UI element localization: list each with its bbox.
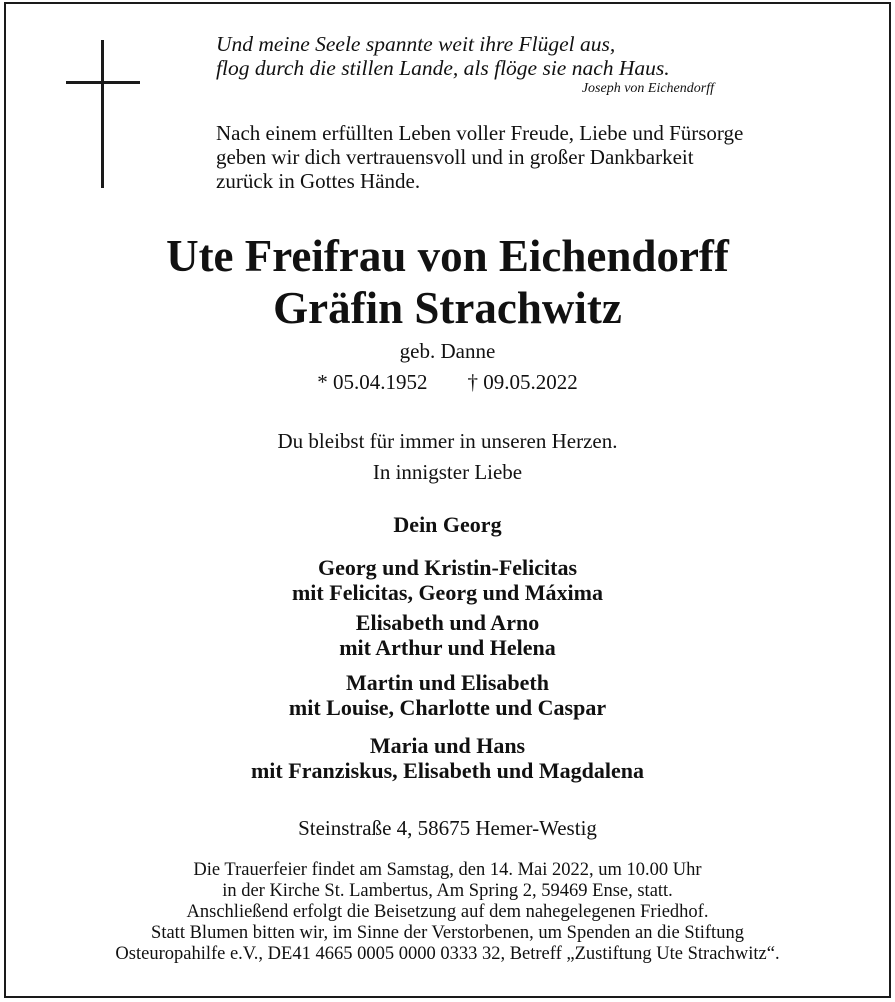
cross-vertical-bar bbox=[101, 40, 104, 188]
family-line: Martin und Elisabeth bbox=[346, 670, 549, 695]
partner-signature: Dein Georg bbox=[393, 512, 502, 537]
intro-line: zurück in Gottes Hände. bbox=[216, 169, 421, 193]
intro-line: Nach einem erfüllten Leben voller Freude, Liebe und Fürsorge bbox=[216, 121, 744, 145]
family-line: Maria und Hans bbox=[369, 733, 526, 758]
cross-icon bbox=[66, 40, 140, 188]
poem-line: flog durch die stillen Lande, als flöge sie nach Haus. bbox=[216, 56, 670, 80]
donation-line: Statt Blumen bitten wir, im Sinne der Verstorbenen, um Spenden an die Stiftung bbox=[151, 923, 744, 943]
funeral-line: in der Kirche St. Lambertus, Am Spring 2, 59469 Ense, statt. bbox=[222, 881, 673, 901]
family-line: mit Franziskus, Elisabeth und Magdalena bbox=[250, 758, 644, 783]
life-dates bbox=[6, 370, 889, 394]
poem-line: Und meine Seele spannte weit ihre Flügel aus, bbox=[216, 32, 616, 56]
message-line: Du bleibst für immer in unseren Herzen. bbox=[277, 429, 618, 453]
intro-text bbox=[216, 121, 836, 193]
family-group bbox=[6, 610, 889, 660]
death-date: † 09.05.2022 bbox=[467, 370, 578, 394]
birth-date: * 05.04.1952 bbox=[317, 370, 428, 394]
deceased-name bbox=[6, 230, 889, 334]
name-line: Ute Freifrau von Eichendorff bbox=[166, 231, 729, 281]
family-line: Elisabeth und Arno bbox=[355, 610, 540, 635]
message-line: In innigster Liebe bbox=[372, 460, 523, 484]
intro-line: geben wir dich vertrauensvoll und in großer Dankbarkeit bbox=[216, 145, 694, 169]
obituary-notice bbox=[4, 2, 891, 998]
birth-name: geb. Danne bbox=[399, 339, 496, 363]
family-line: mit Louise, Charlotte und Caspar bbox=[288, 695, 607, 720]
family-line: mit Felicitas, Georg und Máxima bbox=[291, 580, 603, 605]
funeral-line: Anschließend erfolgt die Beisetzung auf dem nahegelegenen Friedhof. bbox=[186, 902, 709, 922]
address: Steinstraße 4, 58675 Hemer-Westig bbox=[298, 816, 597, 840]
family-group bbox=[6, 670, 889, 720]
funeral-details bbox=[6, 860, 889, 965]
family-line: mit Arthur und Helena bbox=[339, 635, 556, 660]
poem-quote bbox=[216, 32, 716, 80]
family-line: Georg und Kristin-Felicitas bbox=[317, 555, 578, 580]
name-line: Gräfin Strachwitz bbox=[273, 283, 622, 333]
family-group bbox=[6, 733, 889, 783]
cross-horizontal-bar bbox=[66, 81, 140, 84]
funeral-line: Die Trauerfeier findet am Samstag, den 14. Mai 2022, um 10.00 Uhr bbox=[193, 860, 702, 880]
donation-line: Osteuropahilfe e.V., DE41 4665 0005 0000 0333 32, Betreff „Zustiftung Ute Strachwitz“. bbox=[115, 944, 780, 964]
poem-author: Joseph von Eichendorff bbox=[581, 81, 714, 96]
family-group bbox=[6, 555, 889, 605]
